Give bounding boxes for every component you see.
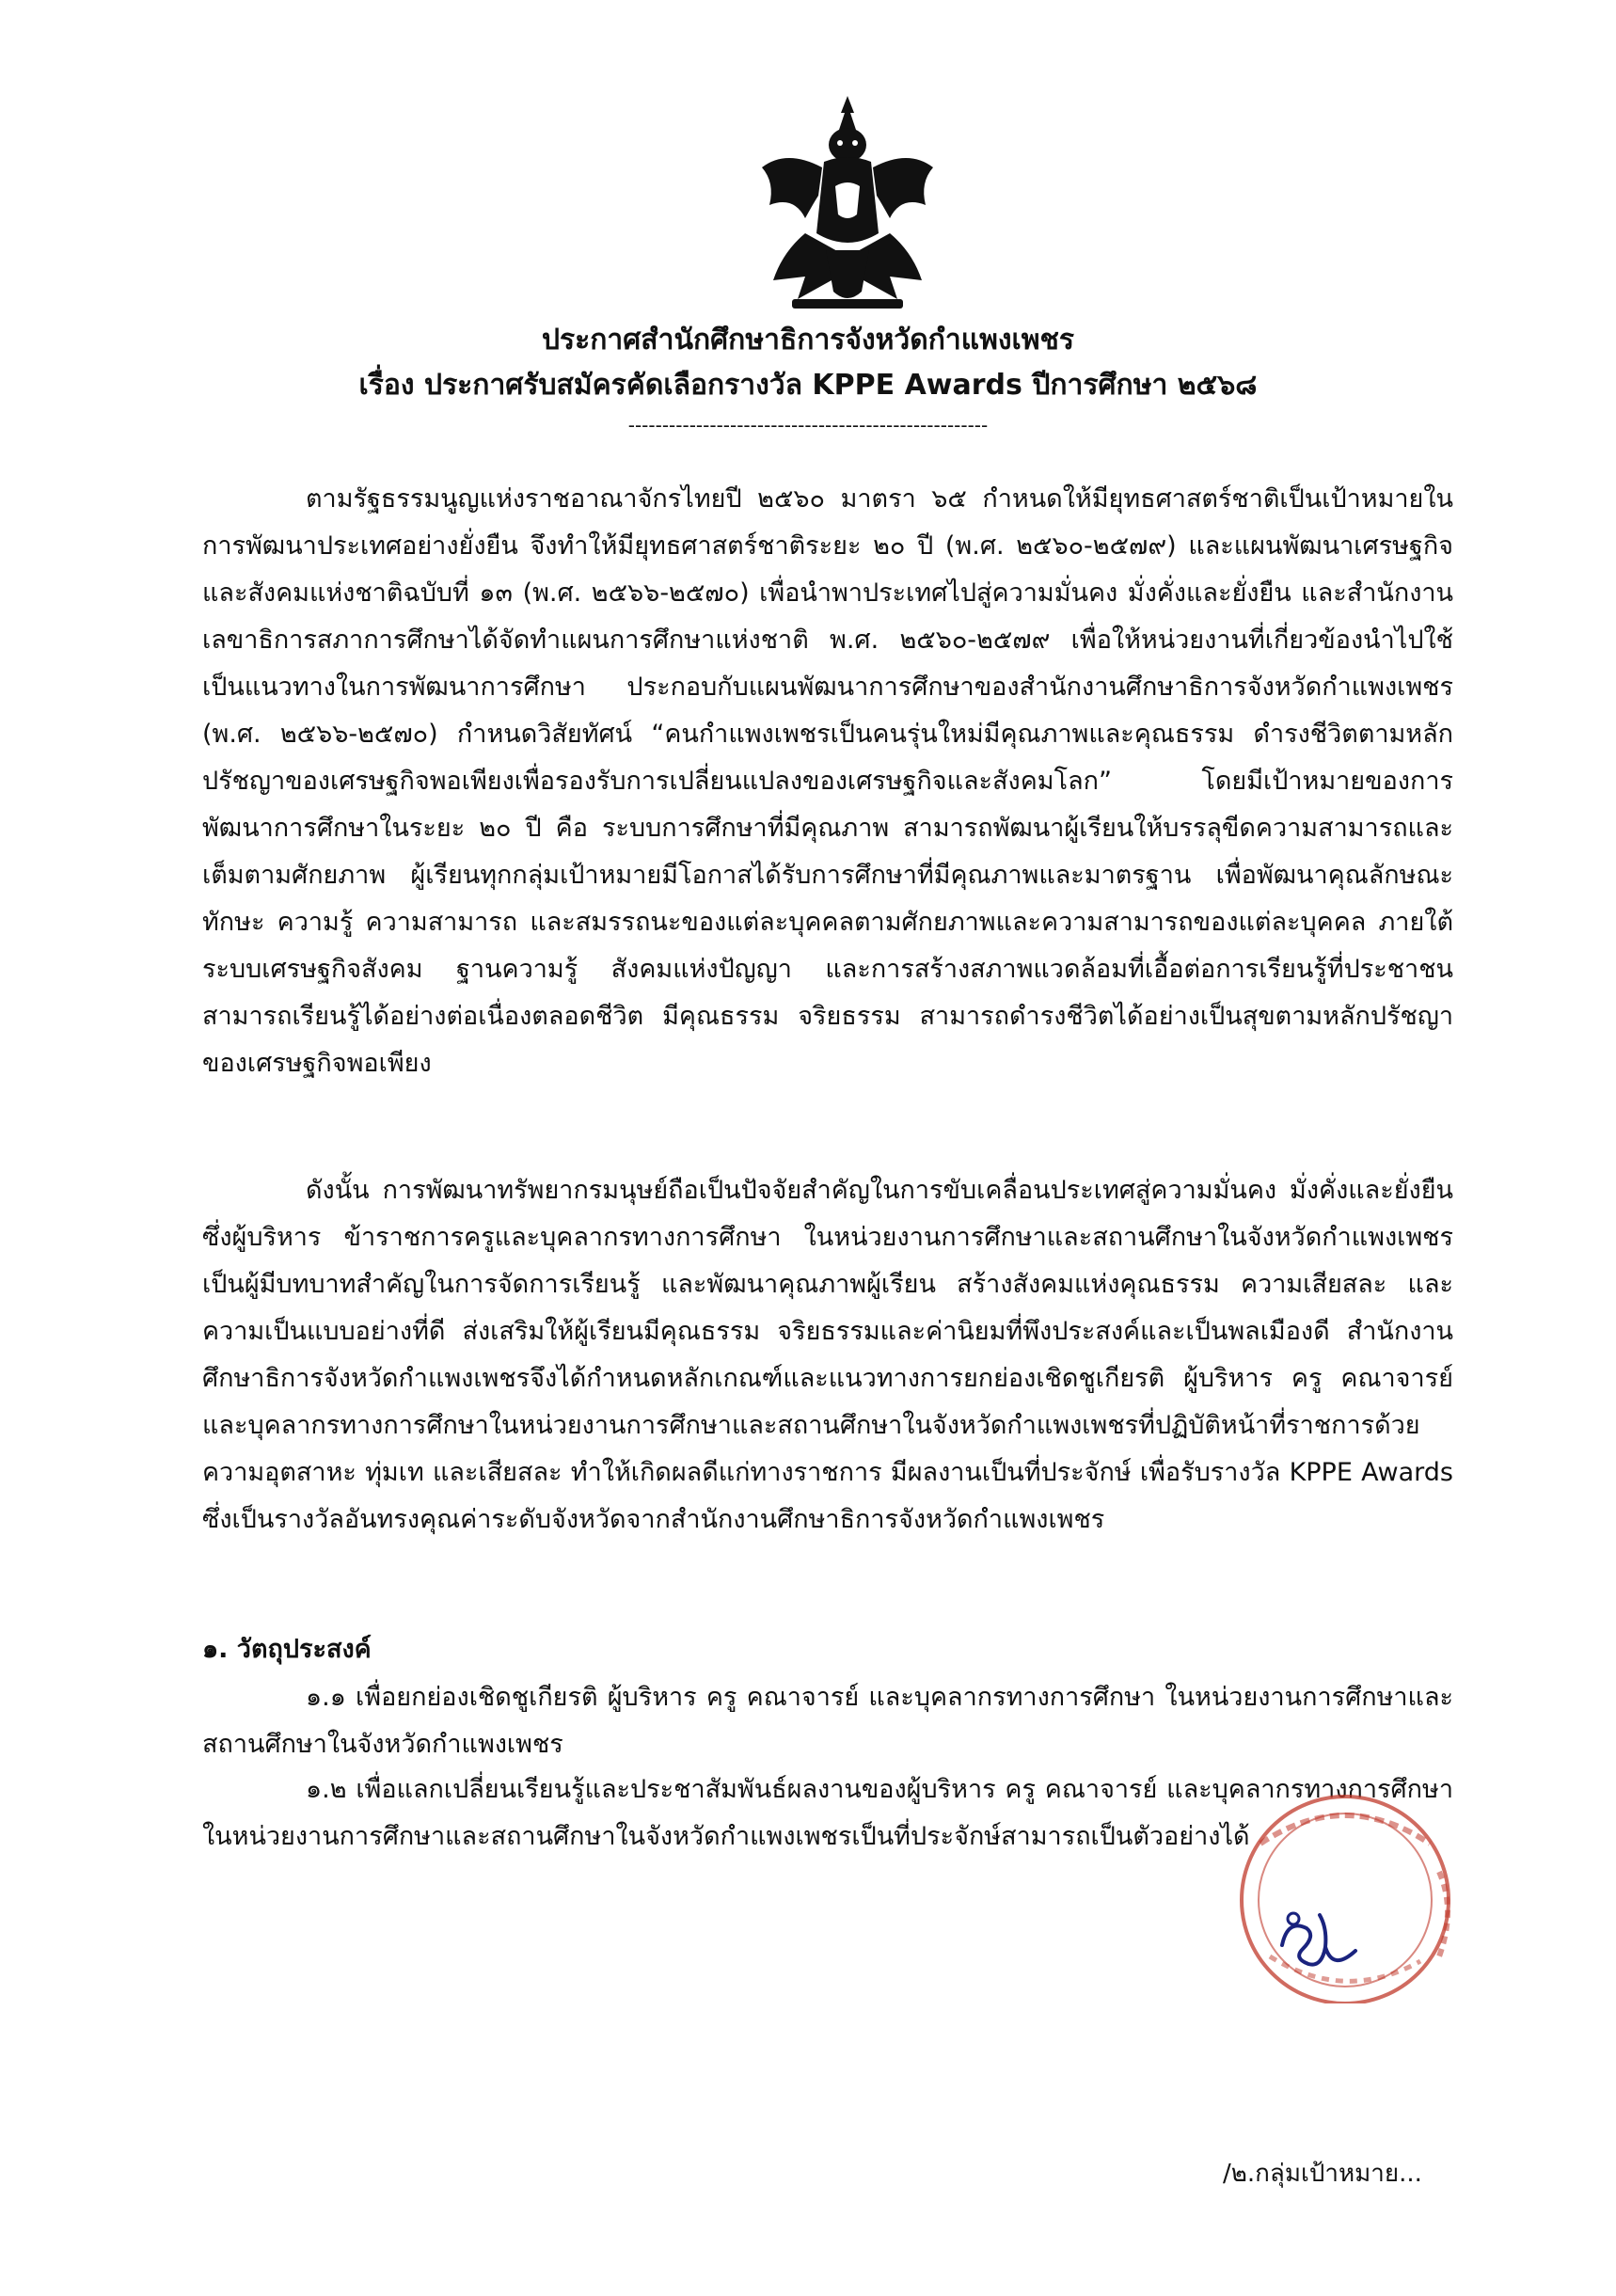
announcement-subject: เรื่อง ประกาศรับสมัครคัดเลือกรางวัล KPPE Awards ปีการศึกษา ๒๕๖๘: [358, 369, 1258, 402]
header-divider: -----------------------------------------------------: [627, 414, 989, 436]
body-paragraph-1: ตามรัฐธรรมนูญแห่งราชอาณาจักรไทยปี ๒๕๖๐ มาตรา ๖๕ กำหนดให้มียุทธศาสตร์ชาติเป็นเป้าหมายในการพัฒนาประเทศอย่างยั่งยืน จึงทำให้มียุทธศาสตร์ชาติระยะ ๒๐ ปี (พ.ศ. ๒๕๖๐-๒๕๗๙) และแผนพัฒนาเศรษฐกิจและสังคมแห่งชาติฉบับที่ ๑๓ (พ.ศ. ๒๕๖๖-๒๕๗๐) เพื่อนำพาประเทศไปสู่ความมั่นคง มั่งคั่งและยั่งยืน และสำนักงานเลขาธิการสภาการศึกษาได้จัดทำแผนการศึกษาแห่งชาติ พ.ศ. ๒๕๖๐-๒๕๗๙ เพื่อให้หน่วยงานที่เกี่ยวข้องนำไปใช้เป็นแนวทางในการพัฒนาการศึกษา ประกอบกับแผนพัฒนาการศึกษาของสำนักงานศึกษาธิการจังหวัดกำแพงเพชร (พ.ศ. ๒๕๖๖-๒๕๗๐) กำหนดวิสัยทัศน์ “คนกำแพงเพชรเป็นคนรุ่นใหม่มีคุณภาพและคุณธรรม ดำรงชีวิตตามหลักปรัชญาของเศรษฐกิจพอเพียงเพื่อรองรับการเปลี่ยนแปลงของเศรษฐกิจและสังคมโลก” โดยมีเป้าหมายของการพัฒนาการศึกษาในระยะ ๒๐ ปี คือ ระบบการศึกษาที่มีคุณภาพ สามารถพัฒนาผู้เรียนให้บรรลุขีดความสามารถและเต็มตามศักยภาพ ผู้เรียนทุกกลุ่มเป้าหมายมีโอกาสได้รับการศึกษาที่มีคุณภาพและมาตรฐาน เพื่อพัฒนาคุณลักษณะ ทักษะ ความรู้ ความสามารถ และสมรรถนะของแต่ละบุคคลตามศักยภาพและความสามารถของแต่ละบุคคล ภายใต้ระบบเศรษฐกิจสังคม ฐานความรู้ สังคมแห่งปัญญา และการสร้างสภาพแวดล้อมที่เอื้อต่อการเรียนรู้ที่ประชาชนสามารถเรียนรู้ได้อย่างต่อเนื่องตลอดชีวิต มีคุณธรรม จริยธรรม สามารถดำรงชีวิตได้อย่างเป็นสุขตามหลักปรัชญาของเศรษฐกิจพอเพียง: [202, 484, 1453, 1078]
body-paragraph-2: ดังนั้น การพัฒนาทรัพยากรมนุษย์ถือเป็นปัจจัยสำคัญในการขับเคลื่อนประเทศสู่ความมั่นคง มั่งคั่งและยั่งยืน ซึ่งผู้บริหาร ข้าราชการครูและบุคลากรทางการศึกษา ในหน่วยงานการศึกษาและสถานศึกษาในจังหวัดกำแพงเพชร เป็นผู้มีบทบาทสำคัญในการจัดการเรียนรู้ และพัฒนาคุณภาพผู้เรียน สร้างสังคมแห่งคุณธรรม ความเสียสละ และความเป็นแบบอย่างที่ดี ส่งเสริมให้ผู้เรียนมีคุณธรรม จริยธรรมและค่านิยมที่พึงประสงค์และเป็นพลเมืองดี สำนักงานศึกษาธิการจังหวัดกำแพงเพชรจึงได้กำหนดหลักเกณฑ์และแนวทางการยกย่องเชิดชูเกียรติ ผู้บริหาร ครู คณาจารย์ และบุคลากรทางการศึกษาในหน่วยงานการศึกษาและสถานศึกษาในจังหวัดกำแพงเพชรที่ปฏิบัติหน้าที่ราชการด้วยความอุตสาหะ ทุ่มเท และเสียสละ ทำให้เกิดผลดีแก่ทางราชการ มีผลงานเป็นที่ประจักษ์ เพื่อรับรางวัล KPPE Awards ซึ่งเป็นรางวัลอันทรงคุณค่าระดับจังหวัดจากสำนักงานศึกษาธิการจังหวัดกำแพงเพชร: [202, 1176, 1453, 1534]
objective-item-2: ๑.๒ เพื่อแลกเปลี่ยนเรียนรู้และประชาสัมพันธ์ผลงานของผู้บริหาร ครู คณาจารย์ และบุคลากรทางการศึกษาในหน่วยงานการศึกษาและสถานศึกษาในจังหวัดกำแพงเพชรเป็นที่ประจักษ์สามารถเป็นตัวอย่างได้: [202, 1775, 1453, 1851]
objective-item-1: ๑.๑ เพื่อยกย่องเชิดชูเกียรติ ผู้บริหาร ครู คณาจารย์ และบุคลากรทางการศึกษา ในหน่วยงานการศึกษาและสถานศึกษาในจังหวัดกำแพงเพชร: [202, 1683, 1453, 1759]
garuda-emblem: [749, 92, 946, 318]
announcement-title: ประกาศสำนักศึกษาธิการจังหวัดกำแพงเพชร: [541, 324, 1074, 356]
signature: [1265, 1891, 1369, 1985]
continued-next-page: /๒.กลุ่มเป้าหมาย...: [1223, 2160, 1422, 2188]
section-heading-objectives: ๑. วัตถุประสงค์: [202, 1635, 372, 1664]
